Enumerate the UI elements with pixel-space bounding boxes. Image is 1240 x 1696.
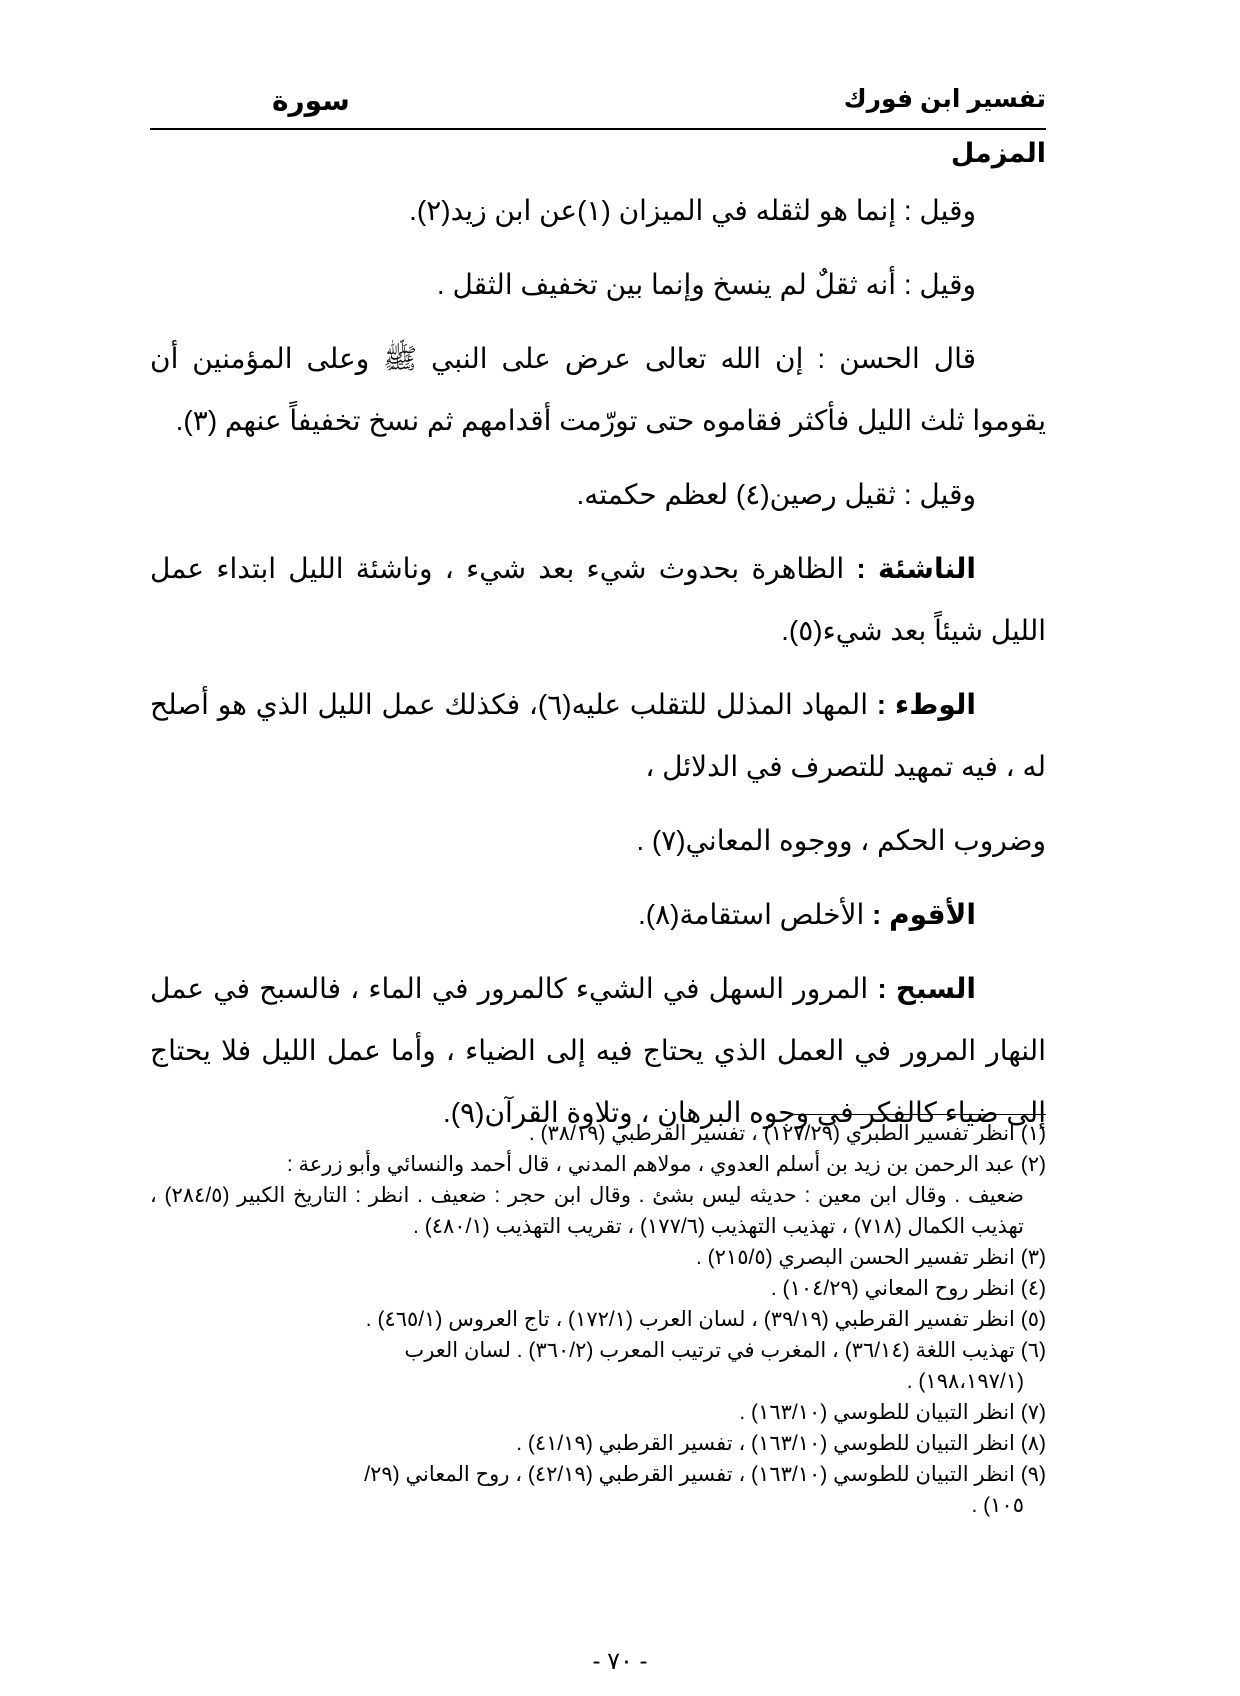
footnote: [150, 1459, 1046, 1521]
footnote-text: انظر التبيان للطوسي (١٦٣/١٠) .: [739, 1401, 1015, 1424]
paragraph: [150, 674, 1046, 798]
footnote-number: (٨): [1020, 1432, 1046, 1455]
book-title: تفسير ابن فورك: [843, 85, 1046, 113]
footnote-number: (٧): [1020, 1401, 1046, 1424]
main-text: [150, 180, 1046, 1144]
paragraph: وقيل : ثقيل رصين(٤) لعظم حكمته.: [576, 479, 976, 510]
term: السبح :: [877, 973, 976, 1004]
paragraph: وقيل : إنما هو لثقله في الميزان (١)عن ابن زيد(٢).: [409, 195, 976, 226]
footnote-text: تهذيب اللغة (٣٦/١٤) ، المغرب في ترتيب المعرب (٣٦٠/٢) . لسان العرب: [404, 1339, 1015, 1362]
definition: الظاهرة بحدوث شيء بعد شيء ، وناشئة الليل ابتداء عمل الليل شيئاً بعد شيء(٥).: [150, 553, 1046, 646]
footnote-number: (٤): [1020, 1277, 1046, 1300]
footnote-number: (٥): [1020, 1308, 1046, 1331]
footnote: [150, 1149, 1046, 1242]
footnote: [150, 1304, 1046, 1335]
footnote: [150, 1397, 1046, 1428]
paragraph: [150, 958, 1046, 1144]
definition: المهاد المذلل للتقلب عليه(٦)، فكذلك عمل الليل الذي هو أصلح له ، فيه تمهيد للتصرف في الدلائل ،: [150, 689, 1046, 782]
term: الأقوم :: [872, 899, 976, 930]
running-header: [150, 84, 1046, 124]
footnote: [150, 1335, 1046, 1397]
footnote: [150, 1273, 1046, 1304]
definition: الأخلص استقامة(٨).: [637, 899, 873, 930]
paragraph: وضروب الحكم ، ووجوه المعاني(٧) .: [636, 825, 1046, 856]
footnote-number: (٣): [1020, 1246, 1046, 1269]
definition: المرور السهل في الشيء كالمرور في الماء ، فالسبح في عمل النهار المرور في العمل الذي يحتاج فيه إلى الضياء ، وأما عمل الليل فلا يحتاج إلى ضياء كالفكر في وجوه البرهان ، وتلاوة القرآن(٩).: [150, 973, 1046, 1128]
footnote-number: (٦): [1020, 1339, 1046, 1362]
paragraph: قال الحسن : إن الله تعالى عرض على النبي ﷺ وعلى المؤمنين أن يقوموا ثلث الليل فأكثر فقاموه حتى تورّمت أقدامهم ثم نسخ تخفيفاً عنهم (٣).: [150, 343, 1046, 436]
footnote-number: (١): [1020, 1122, 1046, 1145]
footnote-text: انظر تفسير القرطبي (٣٩/١٩) ، لسان العرب (١٧٢/١) ، تاج العروس (٤٦٥/١) .: [365, 1308, 1015, 1331]
term: الوطء :: [876, 689, 976, 720]
footnote-number: (٩): [1020, 1463, 1046, 1486]
surah-name: المزمل: [950, 138, 1046, 168]
footnotes: [150, 1118, 1046, 1521]
footnote: [150, 1428, 1046, 1459]
footnote-continuation: (١٩٨،١٩٧/١) .: [906, 1370, 1024, 1393]
footnote-text: انظر تفسير الطبري (١٢٧/٢٩) ، تفسير القرطبي (٣٨/١٩) .: [528, 1122, 1015, 1145]
footnote-text: انظر روح المعاني (١٠٤/٢٩) .: [770, 1277, 1015, 1300]
paragraph: [150, 884, 1046, 946]
surah-label: سورة: [272, 85, 350, 116]
footnote-continuation: ضعيف . وقال ابن معين : حديثه ليس بشئ . وقال ابن حجر : ضعيف . انظر : التاريخ الكبير (٢٨٤/٥) ، تهذيب الكمال (٧١٨) ، تهذيب التهذيب (١٧٧/٦) ، تقريب التهذيب (٤٨٠/١) .: [150, 1184, 1024, 1238]
footnote-number: (٢): [1020, 1153, 1046, 1176]
term: الناشئة :: [856, 553, 976, 584]
header-rule: [150, 128, 1046, 130]
footnote-text: انظر تفسير الحسن البصري (٢١٥/٥) .: [695, 1246, 1015, 1269]
paragraph: [150, 538, 1046, 662]
page-number: - ٧٠ -: [592, 1648, 648, 1675]
footnote-rule: [790, 1114, 1046, 1115]
footnote-text: انظر التبيان للطوسي (١٦٣/١٠) ، تفسير القرطبي (٤١/١٩) .: [516, 1432, 1015, 1455]
footnote: [150, 1242, 1046, 1273]
footnote: [150, 1118, 1046, 1149]
footnote-continuation: ١٠٥) .: [971, 1494, 1024, 1517]
footnote-text: عبد الرحمن بن زيد بن أسلم العدوي ، مولاهم المدني ، قال أحمد والنسائي وأبو زرعة :: [286, 1153, 1015, 1176]
paragraph: وقيل : أنه ثقلٌ لم ينسخ وإنما بين تخفيف الثقل .: [436, 269, 976, 300]
footnote-text: انظر التبيان للطوسي (١٦٣/١٠) ، تفسير القرطبي (٤٢/١٩) ، روح المعاني (٢٩/: [364, 1463, 1015, 1486]
